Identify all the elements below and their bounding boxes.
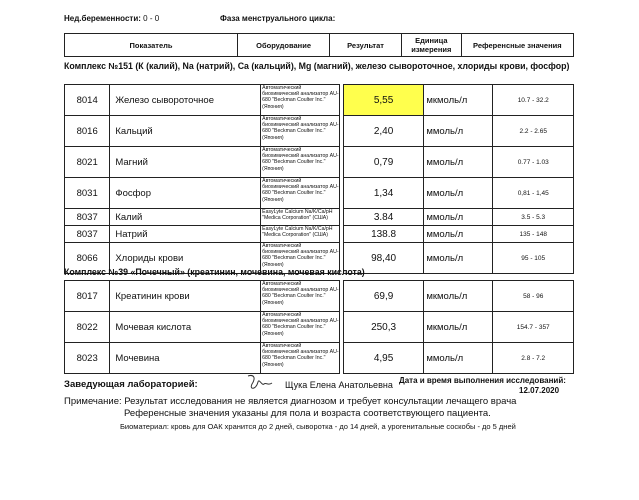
result-cell: 4,95 bbox=[343, 343, 423, 374]
result-cell: 138.8 bbox=[343, 226, 423, 243]
result-cell: 2,40 bbox=[343, 116, 423, 147]
indicator-cell: Хлориды крови bbox=[110, 243, 261, 274]
equipment-cell: EasyLyte Calcium Na/K/Ca/pH "Medica Corporation" (США) bbox=[261, 209, 340, 226]
result-cell: 3.84 bbox=[343, 209, 423, 226]
col-equipment: Оборудование bbox=[238, 34, 330, 57]
result-cell: 1,34 bbox=[343, 178, 423, 209]
code-cell: 8037 bbox=[65, 209, 110, 226]
unit-cell: ммоль/л bbox=[424, 209, 493, 226]
table-row bbox=[65, 281, 574, 312]
cycle-phase-label: Фаза менструального цикла: bbox=[220, 14, 336, 23]
indicator-cell: Магний bbox=[110, 147, 261, 178]
table-row bbox=[65, 116, 574, 147]
table-row bbox=[65, 147, 574, 178]
signature bbox=[244, 372, 274, 394]
code-cell: 8017 bbox=[65, 281, 110, 312]
pregnancy-value: 0 - 0 bbox=[143, 14, 160, 23]
note-line-2: Референсные значения указаны для пола и возраста соответствующего пациента. bbox=[124, 408, 491, 419]
unit-cell: ммоль/л bbox=[424, 226, 493, 243]
head-name: Щука Елена Анатольевна bbox=[285, 380, 393, 390]
unit-cell: мкмоль/л bbox=[424, 281, 493, 312]
indicator-cell: Креатинин крови bbox=[110, 281, 261, 312]
results-table-39 bbox=[64, 280, 574, 374]
unit-cell: ммоль/л bbox=[424, 178, 493, 209]
table-row bbox=[65, 85, 574, 116]
exec-date: 12.07.2020 bbox=[519, 386, 560, 395]
code-cell: 8021 bbox=[65, 147, 110, 178]
table-row bbox=[65, 178, 574, 209]
unit-cell: ммоль/л bbox=[424, 147, 493, 178]
result-cell: 69,9 bbox=[343, 281, 423, 312]
result-cell: 250,3 bbox=[343, 312, 423, 343]
reference-cell: 2.2 - 2.65 bbox=[493, 116, 574, 147]
reference-cell: 58 - 96 bbox=[493, 281, 574, 312]
reference-cell: 2.8 - 7.2 bbox=[493, 343, 574, 374]
indicator-cell: Фосфор bbox=[110, 178, 261, 209]
indicator-cell: Натрий bbox=[110, 226, 261, 243]
results-table-header bbox=[64, 33, 574, 57]
head-label: Заведующая лабораторией: bbox=[64, 379, 198, 390]
table-row bbox=[65, 209, 574, 226]
code-cell: 8023 bbox=[65, 343, 110, 374]
unit-cell: ммоль/л bbox=[424, 343, 493, 374]
equipment-cell: Автоматический биохимический анализатор AU- 680 "Beckman Coulter Inc." (Япония) bbox=[261, 147, 340, 178]
result-cell: 98,40 bbox=[343, 243, 423, 274]
reference-cell: 0.77 - 1.03 bbox=[493, 147, 574, 178]
pregnancy-label: Нед.беременности: bbox=[64, 14, 141, 23]
reference-cell: 135 - 148 bbox=[493, 226, 574, 243]
code-cell: 8037 bbox=[65, 226, 110, 243]
reference-cell: 0,81 - 1,45 bbox=[493, 178, 574, 209]
table-row bbox=[65, 312, 574, 343]
equipment-cell: Автоматический биохимический анализатор AU- 680 "Beckman Coulter Inc." (Япония) bbox=[261, 116, 340, 147]
indicator-cell: Мочевина bbox=[110, 343, 261, 374]
equipment-cell: Автоматический биохимический анализатор AU- 680 "Beckman Coulter Inc." (Япония) bbox=[261, 85, 340, 116]
results-table-151 bbox=[64, 84, 574, 274]
result-cell: 5,55 bbox=[343, 85, 423, 116]
code-cell: 8022 bbox=[65, 312, 110, 343]
note-line-1: Примечание: Результат исследования не является диагнозом и требует консультации лечащего врача bbox=[64, 396, 517, 407]
equipment-cell: Автоматический биохимический анализатор AU- 680 "Beckman Coulter Inc." (Япония) bbox=[261, 343, 340, 374]
unit-cell: мкмоль/л bbox=[424, 85, 493, 116]
code-cell: 8066 bbox=[65, 243, 110, 274]
indicator-cell: Железо сывороточное bbox=[110, 85, 261, 116]
code-cell: 8016 bbox=[65, 116, 110, 147]
indicator-cell: Калий bbox=[110, 209, 261, 226]
equipment-cell: Автоматический биохимический анализатор AU- 680 "Beckman Coulter Inc." (Япония) bbox=[261, 178, 340, 209]
table-row bbox=[65, 226, 574, 243]
col-reference: Референсные значения bbox=[461, 34, 573, 57]
col-result: Результат bbox=[330, 34, 402, 57]
unit-cell: ммоль/л bbox=[424, 243, 493, 274]
equipment-cell: Автоматический биохимический анализатор AU- 680 "Beckman Coulter Inc." (Япония) bbox=[261, 312, 340, 343]
datetime-label: Дата и время выполнения исследований: bbox=[399, 376, 566, 385]
reference-cell: 154.7 - 357 bbox=[493, 312, 574, 343]
pregnancy-week bbox=[64, 14, 159, 23]
unit-cell: мкмоль/л bbox=[424, 312, 493, 343]
equipment-cell: EasyLyte Calcium Na/K/Ca/pH "Medica Corporation" (США) bbox=[261, 226, 340, 243]
reference-cell: 3.5 - 5.3 bbox=[493, 209, 574, 226]
biomaterial-note: Биоматериал: кровь для ОАК хранится до 2 дней, сыворотка - до 14 дней, а урогенитальные соскобы - до 5 дней bbox=[120, 422, 516, 431]
code-cell: 8014 bbox=[65, 85, 110, 116]
result-cell: 0,79 bbox=[343, 147, 423, 178]
equipment-cell: Автоматический биохимический анализатор AU- 680 "Beckman Coulter Inc." (Япония) bbox=[261, 243, 340, 274]
col-indicator: Показатель bbox=[65, 34, 238, 57]
section-title-39: Комплекс №39 «Почечный» (креатинин, мочевина, мочевая кислота) bbox=[64, 267, 365, 277]
unit-cell: ммоль/л bbox=[424, 116, 493, 147]
reference-cell: 95 - 105 bbox=[493, 243, 574, 274]
table-row bbox=[65, 343, 574, 374]
section-title-151: Комплекс №151 (К (калий), Na (натрий), Ca (кальций), Mg (магний), железо сывороточное, хлориды крови, фосфор) bbox=[64, 61, 570, 71]
equipment-cell: Автоматический биохимический анализатор AU- 680 "Beckman Coulter Inc." (Япония) bbox=[261, 281, 340, 312]
col-unit: Единица измерения bbox=[401, 34, 461, 57]
reference-cell: 10.7 - 32.2 bbox=[493, 85, 574, 116]
indicator-cell: Кальций bbox=[110, 116, 261, 147]
code-cell: 8031 bbox=[65, 178, 110, 209]
indicator-cell: Мочевая кислота bbox=[110, 312, 261, 343]
